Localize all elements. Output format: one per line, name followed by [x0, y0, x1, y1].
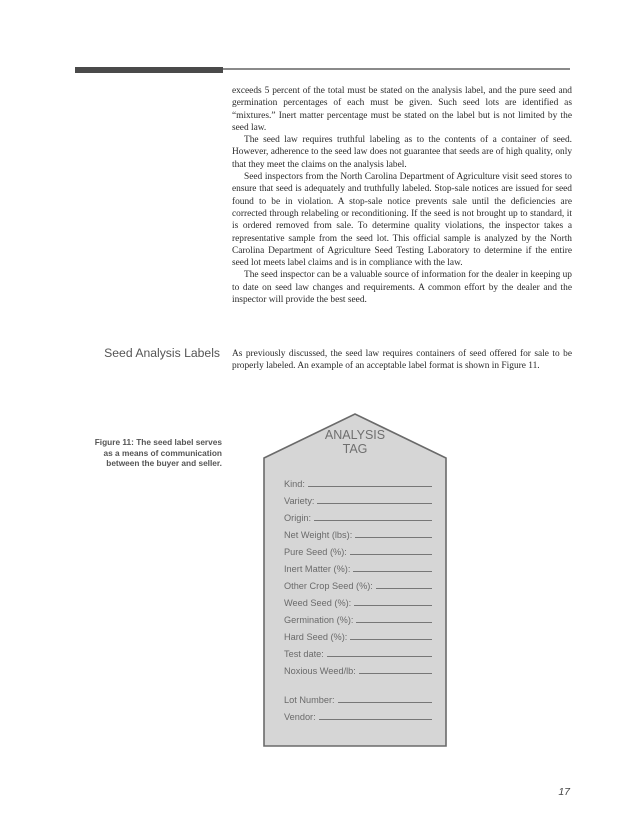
- fill-line: [376, 588, 432, 589]
- fill-line: [317, 503, 432, 504]
- tag-field-weed-seed: [284, 596, 432, 608]
- section-text: [232, 348, 572, 373]
- fill-line: [350, 554, 432, 555]
- tag-field-test-date: [284, 647, 432, 659]
- tag-field-label: Net Weight (lbs):: [284, 530, 353, 540]
- section-heading: Seed Analysis Labels: [104, 346, 220, 360]
- tag-field-hard-seed: [284, 630, 432, 642]
- page-number: 17: [558, 786, 570, 798]
- tag-field-kind: [284, 477, 432, 489]
- tag-field-lot-number: [284, 693, 432, 705]
- fill-line: [319, 719, 432, 720]
- fill-line: [359, 673, 432, 674]
- tag-field-origin: [284, 511, 432, 523]
- fill-line: [350, 639, 432, 640]
- tag-field-label: Other Crop Seed (%):: [284, 581, 373, 591]
- tag-field-label: Hard Seed (%):: [284, 632, 348, 642]
- fill-line: [355, 537, 432, 538]
- tag-title-line-2: TAG: [342, 442, 368, 456]
- fill-line: [354, 605, 432, 606]
- tag-field-pure-seed: [284, 545, 432, 557]
- tag-field-noxious-weed: [284, 664, 432, 676]
- tag-field-label: Origin:: [284, 513, 312, 523]
- fill-line: [353, 571, 432, 572]
- fill-line: [327, 656, 432, 657]
- tag-field-label: Pure Seed (%):: [284, 547, 347, 557]
- tag-field-label: Lot Number:: [284, 695, 335, 705]
- tag-field-label: Inert Matter (%):: [284, 564, 351, 574]
- fill-line: [308, 486, 432, 487]
- fill-line: [314, 520, 432, 521]
- tag-field-label: Germination (%):: [284, 615, 354, 625]
- figure-caption: [40, 437, 222, 469]
- fill-line: [356, 622, 432, 623]
- tag-field-label: Vendor:: [284, 712, 316, 722]
- tag-field-label: Weed Seed (%):: [284, 598, 352, 608]
- caption-line-1: Figure 11: The seed label serves: [94, 437, 222, 447]
- tag-field-inert-matter: [284, 562, 432, 574]
- tag-field-vendor: [284, 710, 432, 722]
- section-paragraph: As previously discussed, the seed law requires containers of seed offered for sale to be properly labeled. An example of an acceptable label format is shown in Figure 11.: [232, 349, 572, 372]
- tag-field-variety: [284, 494, 432, 506]
- header-rule-dark: [75, 67, 223, 73]
- paragraph-4: The seed inspector can be a valuable source of information for the dealer in keeping up to date on seed law changes and requirements. A common effort by the dealer and the inspector will provide the best seed.: [232, 270, 572, 306]
- tag-field-other-crop-seed: [284, 579, 432, 591]
- tag-field-label: Test date:: [284, 649, 324, 659]
- paragraph-3: Seed inspectors from the North Carolina Department of Agriculture visit seed stores to ensure that seed is adequately and truthfully labeled. Stop-sale notices are issued for seed found to be in violation. A stop-sale notice prevents sale until the deficiencies are corrected through relabeling or reconditioning. If the seed is not brought up to standard, it is ordered removed from sale. To determine quality violations, the inspector takes a representative sample from the seed lot. This official sample is analyzed by the North Carolina Department of Agriculture Seed Testing Laboratory to determine if the entire seed lot meets label claims and is in compliance with the law.: [232, 172, 572, 269]
- tag-field-germination: [284, 613, 432, 625]
- caption-line-2: as a means of communication: [103, 447, 222, 458]
- tag-field-label: Kind:: [284, 479, 305, 489]
- tag-field-label: Noxious Weed/lb:: [284, 666, 356, 676]
- tag-field-net-weight: [284, 528, 432, 540]
- analysis-tag-figure: [262, 412, 448, 748]
- header-rule-light: [223, 68, 570, 70]
- tag-title-line-1: ANALYSIS: [324, 428, 386, 442]
- paragraph-2: The seed law requires truthful labeling as to the contents of a container of seed. However, adherence to the seed law does not guarantee that seeds are of high quality, only that they meet the claims on the analysis label.: [232, 135, 572, 170]
- caption-line-3: between the buyer and seller.: [106, 458, 222, 469]
- paragraph-1: exceeds 5 percent of the total must be stated on the analysis label, and the pure seed and germination percentages of each must be given. Such seed lots are identified as “mixtures.” Inert matter percentage must be stated on the label but is not limited by the seed law.: [232, 86, 572, 133]
- main-text-column: [232, 85, 572, 306]
- tag-field-label: Variety:: [284, 496, 315, 506]
- fill-line: [338, 702, 432, 703]
